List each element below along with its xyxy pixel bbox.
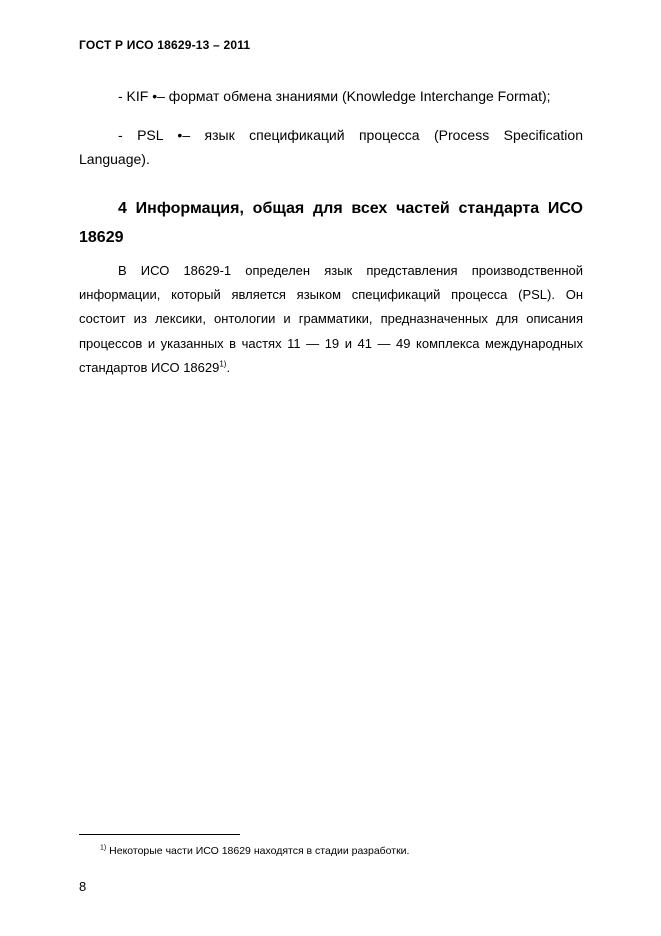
section-heading-line2: 18629 [79, 229, 124, 246]
abbreviation-psl [79, 123, 583, 171]
section-paragraph-end: . [226, 359, 231, 375]
section-paragraph-text: В ИСО 18629-1 определен язык представления производственной информации, который является языком спецификаций процесса (PSL). Он состоит из лексики, онтологии и грамматики, предназначенных для описания процессов и указанных в частях 11 — 19 и 41 — 49 комплекса международных стандартов ИСО 18629 [79, 263, 583, 375]
footnote-mark: 1) [100, 844, 107, 852]
section-heading [79, 194, 583, 252]
abbreviation-kif: - KIF •– формат обмена знаниями (Knowledge Interchange Format); [118, 88, 551, 104]
page-number: 8 [79, 879, 87, 894]
footnote-reference: 1) [219, 359, 227, 369]
section-heading-line1: 4 Информация, общая для всех частей стандарта ИСО [118, 200, 583, 217]
footnote-divider [79, 834, 240, 835]
footnote-text: Некоторые части ИСО 18629 находятся в стадии разработки. [106, 845, 410, 857]
footnote [100, 844, 409, 858]
document-header: ГОСТ Р ИСО 18629-13 – 2011 [79, 38, 251, 52]
section-paragraph [79, 259, 583, 380]
abbreviation-psl-line1: - PSL •– язык спецификаций процесса (Process Specification [118, 127, 583, 143]
abbreviation-psl-line2: Language). [79, 151, 150, 167]
